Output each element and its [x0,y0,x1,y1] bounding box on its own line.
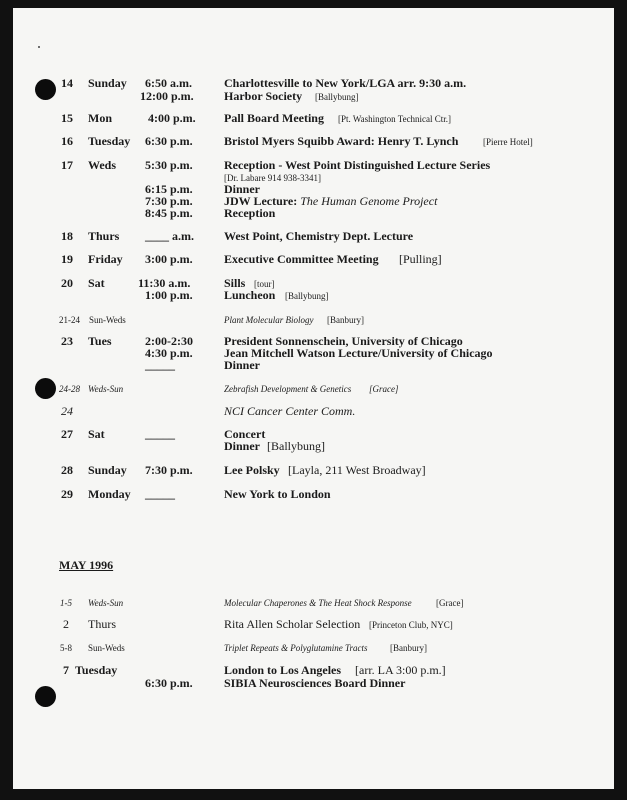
note-20b: [Ballybung] [285,291,329,301]
may-day-1-5: 1-5 [60,598,72,608]
dow-14: Sunday [88,76,127,90]
day-21-24: 21-24 [59,315,80,325]
dow-15: Mon [88,111,112,125]
time-20b: 1:00 p.m. [145,288,193,302]
may-dow-1-5: Weds-Sun [88,598,124,608]
month-header: MAY 1996 [59,558,114,572]
may-event-5-8: Triplet Repeats & Polyglutamine Tracts [224,643,368,653]
time-23b: 4:30 p.m. [145,346,193,360]
dow-23: Tues [88,334,112,348]
event-27a: Concert [224,427,266,441]
note-19: [Pulling] [399,252,442,266]
punch-hole [35,686,56,707]
time-19: 3:00 p.m. [145,252,193,266]
time-17d: 8:45 p.m. [145,206,193,220]
dow-29: Monday [88,487,131,501]
note-14b: [Ballybung] [315,92,359,102]
may-dow-5-8: Sun-Weds [88,643,125,653]
lecture-label: JDW Lecture: [224,194,298,208]
event-29: New York to London [224,487,331,501]
time-29: _____ [145,487,175,501]
may-event-7a: London to Los Angeles [224,663,342,677]
dow-18: Thurs [88,229,120,243]
event-14b: Harbor Society [224,89,303,103]
note-15: [Pt. Washington Technical Ctr.] [338,114,452,124]
may-note-7: [arr. LA 3:00 p.m.] [355,663,446,677]
event-20b: Luncheon [224,288,276,302]
event-24-28: Zebrafish Development & Genetics [224,384,352,394]
time-16: 6:30 p.m. [145,134,193,148]
event-21-24: Plant Molecular Biology [224,315,314,325]
note-28: [Layla, 211 West Broadway] [288,463,426,477]
time-27: _____ [145,427,175,441]
event-27b: Dinner [224,439,260,453]
note-24-28: [Grace] [369,384,399,394]
event-23b: Jean Mitchell Watson Lecture/University of Chicago [224,346,493,360]
day-20: 20 [61,276,73,290]
note-16: [Pierre Hotel] [483,137,533,147]
day-18: 18 [61,229,73,243]
may-note-2: [Princeton Club, NYC] [369,620,453,630]
dow-24-28: Weds-Sun [88,384,124,394]
day-24: 24 [61,404,73,418]
day-29: 29 [61,487,73,501]
may-event-7b: SIBIA Neurosciences Board Dinner [224,676,406,690]
note-17: [Dr. Labare 914 938-3341] [224,173,321,183]
event-28: Lee Polsky [224,463,280,477]
may-day-2: 2 [63,617,69,631]
day-23: 23 [61,334,73,348]
time-17: 5:30 p.m. [145,158,193,172]
dow-27: Sat [88,427,105,441]
day-19: 19 [61,252,73,266]
event-19: Executive Committee Meeting [224,252,379,266]
event-18: West Point, Chemistry Dept. Lecture [224,229,414,243]
event-16: Bristol Myers Squibb Award: Henry T. Lynch [224,134,459,148]
day-16: 16 [61,134,73,148]
event-15: Pall Board Meeting [224,111,324,125]
event-24: NCI Cancer Center Comm. [224,404,356,418]
event-17: Reception - West Point Distinguished Lecture Series [224,158,491,172]
event-14a: Charlottesville to New York/LGA arr. 9:30 a.m. [224,76,467,90]
day-14: 14 [61,76,73,90]
may-time-7: 6:30 p.m. [145,676,193,690]
dow-28: Sunday [88,463,127,477]
event-17b: Dinner [224,182,260,196]
dow-21-24: Sun-Weds [89,315,126,325]
time-14a: 6:50 a.m. [145,76,192,90]
punch-hole [35,79,56,100]
day-17: 17 [61,158,73,172]
may-note-1-5: [Grace] [436,598,464,608]
may-event-1-5: Molecular Chaperones & The Heat Shock Response [224,598,412,608]
time-20a: 11:30 a.m. [138,276,191,290]
note-27: [Ballybung] [267,439,325,453]
note-20a: [tour] [254,279,275,289]
lecture-title: The Human Genome Project [300,194,438,208]
may-event-2: Rita Allen Scholar Selection [224,617,361,631]
time-15: 4:00 p.m. [148,111,196,125]
speck [38,46,40,48]
dow-19: Friday [88,252,123,266]
time-23a: 2:00-2:30 [145,334,193,348]
dow-16: Tuesday [88,134,131,148]
punch-hole [35,378,56,399]
note-21-24: [Banbury] [327,315,364,325]
may-note-5-8: [Banbury] [390,643,427,653]
day-27: 27 [61,427,73,441]
may-day-7: 7 [63,663,69,677]
time-17c: 7:30 p.m. [145,194,193,208]
time-18: ____ a.m. [145,229,194,243]
event-20a: Sills [224,276,246,290]
event-17d: Reception [224,206,276,220]
time-23c: _____ [145,358,175,372]
day-24-28: 24-28 [59,384,80,394]
time-28: 7:30 p.m. [145,463,193,477]
dow-17: Weds [88,158,117,172]
time-14b: 12:00 p.m. [140,89,194,103]
event-23c: Dinner [224,358,260,372]
day-15: 15 [61,111,73,125]
event-23a: President Sonnenschein, University of Chicago [224,334,463,348]
time-17b: 6:15 p.m. [145,182,193,196]
may-dow-2: Thurs [88,617,116,631]
day-28: 28 [61,463,73,477]
may-day-5-8: 5-8 [60,643,72,653]
dow-20: Sat [88,276,105,290]
may-dow-7: Tuesday [75,663,118,677]
